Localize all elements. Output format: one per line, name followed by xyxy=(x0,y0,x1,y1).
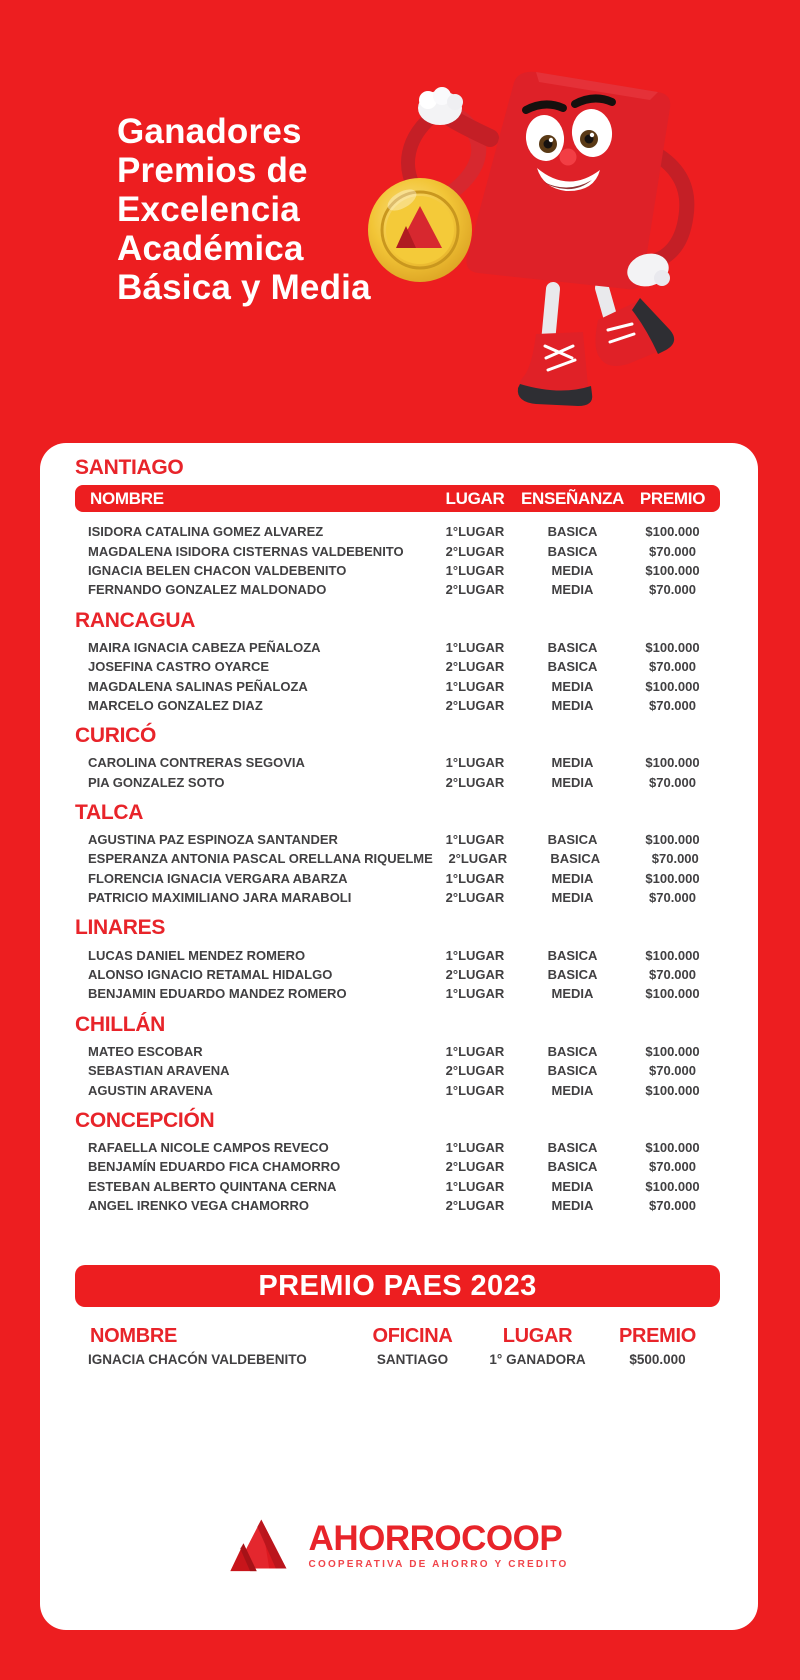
winner-level: BASICA xyxy=(547,1043,598,1059)
brand-name: AHORROCOOP xyxy=(308,1519,563,1559)
brand-wordmark xyxy=(308,1519,569,1571)
winner-name: AGUSTIN ARAVENA xyxy=(88,1082,213,1098)
winner-name: MARCELO GONZALEZ DIAZ xyxy=(88,697,263,713)
winner-prize: $100.000 xyxy=(645,524,700,540)
winner-prize: $100.000 xyxy=(645,1082,700,1098)
winner-place: 2°LUGAR xyxy=(445,582,505,598)
paes-header-row xyxy=(75,1324,720,1348)
winner-place: 2°LUGAR xyxy=(448,851,508,867)
winner-row xyxy=(75,869,720,888)
winner-name: ESTEBAN ALBERTO QUINTANA CERNA xyxy=(88,1178,337,1194)
city-section xyxy=(75,610,720,716)
winner-row xyxy=(75,1138,720,1157)
winner-row xyxy=(75,522,720,541)
paes-winner-row xyxy=(75,1348,720,1370)
winner-place: 1°LUGAR xyxy=(445,524,505,540)
winner-row xyxy=(75,657,720,676)
poster-title xyxy=(117,112,371,307)
winner-row xyxy=(75,888,720,907)
winner-row xyxy=(75,541,720,560)
winner-name: MAGDALENA ISIDORA CISTERNAS VALDEBENITO xyxy=(88,543,404,559)
winner-place: 2°LUGAR xyxy=(445,967,505,983)
winner-level: BASICA xyxy=(547,947,598,963)
winner-prize: $70.000 xyxy=(649,697,696,713)
winner-level: MEDIA xyxy=(551,755,594,771)
winner-prize: $70.000 xyxy=(649,890,696,906)
city-section xyxy=(75,917,720,1003)
mascot-with-medal-illustration xyxy=(340,58,700,418)
winner-prize: $70.000 xyxy=(649,1063,696,1079)
winner-level: MEDIA xyxy=(551,1178,594,1194)
winner-prize: $70.000 xyxy=(649,1159,696,1175)
winner-place: 1°LUGAR xyxy=(445,562,505,578)
winner-place: 2°LUGAR xyxy=(445,890,505,906)
winner-place: 2°LUGAR xyxy=(445,1159,505,1175)
winner-prize: $100.000 xyxy=(645,755,700,771)
winner-prize: $100.000 xyxy=(645,1140,700,1155)
winner-row xyxy=(75,1042,720,1061)
winner-row xyxy=(75,753,720,772)
city-heading: TALCA xyxy=(75,800,144,824)
winners-card xyxy=(40,443,758,1630)
winner-level: MEDIA xyxy=(551,562,594,578)
city-section xyxy=(75,457,720,600)
winner-level: BASICA xyxy=(547,543,598,559)
winner-name: RAFAELLA NICOLE CAMPOS REVECO xyxy=(88,1140,329,1155)
column-header-nombre: NOMBRE xyxy=(90,488,164,508)
winner-prize: $70.000 xyxy=(649,967,696,983)
winner-place: 2°LUGAR xyxy=(445,659,505,675)
paes-winner-prize: $500.000 xyxy=(629,1351,686,1367)
winner-level: BASICA xyxy=(547,967,598,983)
winner-prize: $70.000 xyxy=(649,582,696,598)
winner-name: ISIDORA CATALINA GOMEZ ALVAREZ xyxy=(88,524,324,540)
winner-row xyxy=(75,773,720,792)
winner-prize: $100.000 xyxy=(645,832,700,848)
winner-level: BASICA xyxy=(547,659,598,675)
city-heading: CONCEPCIÓN xyxy=(75,1108,215,1132)
winner-level: MEDIA xyxy=(551,697,594,713)
title-line: Académica xyxy=(117,229,304,268)
mascot-glove-left xyxy=(418,87,463,125)
paes-column-header-nombre: NOMBRE xyxy=(90,1324,178,1347)
winner-prize: $100.000 xyxy=(645,986,700,1002)
winner-row xyxy=(75,849,720,868)
winner-place: 1°LUGAR xyxy=(445,947,505,963)
winner-level: BASICA xyxy=(547,1159,598,1175)
title-line: Ganadores xyxy=(117,112,302,151)
winner-name: SEBASTIAN ARAVENA xyxy=(88,1063,230,1079)
winner-prize: $100.000 xyxy=(645,1043,700,1059)
winner-place: 1°LUGAR xyxy=(445,678,505,694)
paes-section xyxy=(75,1265,720,1370)
winner-place: 2°LUGAR xyxy=(445,543,505,559)
winner-place: 1°LUGAR xyxy=(445,639,505,655)
winner-level: BASICA xyxy=(547,832,598,848)
paes-column-header-premio: PREMIO xyxy=(618,1324,697,1347)
paes-winner-office: SANTIAGO xyxy=(376,1351,449,1367)
winner-place: 1°LUGAR xyxy=(445,870,505,886)
city-heading: RANCAGUA xyxy=(75,608,196,632)
winner-name: PATRICIO MAXIMILIANO JARA MARABOLI xyxy=(88,890,352,906)
winner-name: JOSEFINA CASTRO OYARCE xyxy=(88,659,270,675)
winner-name: BENJAMIN EDUARDO MANDEZ ROMERO xyxy=(88,986,347,1002)
winner-name: LUCAS DANIEL MENDEZ ROMERO xyxy=(88,947,306,963)
paes-banner: PREMIO PAES 2023 xyxy=(75,1265,720,1307)
winner-name: MAIRA IGNACIA CABEZA PEÑALOZA xyxy=(88,639,321,655)
winner-place: 1°LUGAR xyxy=(445,986,505,1002)
winner-row xyxy=(75,984,720,1003)
winner-place: 2°LUGAR xyxy=(445,774,505,790)
city-heading: LINARES xyxy=(75,916,166,940)
winner-prize: $100.000 xyxy=(645,870,700,886)
winner-place: 1°LUGAR xyxy=(445,1043,505,1059)
city-section xyxy=(75,802,720,908)
winner-name: BENJAMÍN EDUARDO FICA CHAMORRO xyxy=(88,1159,341,1175)
winner-prize: $70.000 xyxy=(649,1198,696,1214)
mascot-leg xyxy=(602,288,610,316)
winner-row xyxy=(75,676,720,695)
brand-logo xyxy=(75,1510,720,1582)
ahorrocoop-triangle-logo-icon xyxy=(227,1510,293,1582)
title-line: Premios de xyxy=(117,151,308,190)
paes-winner-place: 1° GANADORA xyxy=(489,1351,586,1367)
brand-tagline: COOPERATIVA DE AHORRO Y CREDITO xyxy=(308,1559,569,1571)
winner-place: 2°LUGAR xyxy=(445,1198,505,1214)
winner-row xyxy=(75,1157,720,1176)
gold-medal-icon xyxy=(368,178,472,282)
winner-place: 1°LUGAR xyxy=(445,1140,505,1155)
winner-prize: $100.000 xyxy=(645,678,700,694)
city-heading: CHILLÁN xyxy=(75,1012,166,1036)
winner-prize: $70.000 xyxy=(649,659,696,675)
winner-name: FERNANDO GONZALEZ MALDONADO xyxy=(88,582,327,598)
winner-level: MEDIA xyxy=(551,678,594,694)
city-heading: CURICÓ xyxy=(75,724,157,748)
winner-level: MEDIA xyxy=(551,1198,594,1214)
winner-prize: $100.000 xyxy=(645,947,700,963)
winner-level: BASICA xyxy=(547,1140,598,1155)
winner-prize: $100.000 xyxy=(645,639,700,655)
winner-name: PIA GONZALEZ SOTO xyxy=(88,774,225,790)
winner-name: IGNACIA BELEN CHACON VALDEBENITO xyxy=(88,562,347,578)
column-header-enseñanza: ENSEÑANZA xyxy=(520,488,625,508)
paes-winner-name: IGNACIA CHACÓN VALDEBENITO xyxy=(88,1351,307,1367)
winner-row xyxy=(75,965,720,984)
column-header-lugar: LUGAR xyxy=(445,488,505,508)
winner-row xyxy=(75,638,720,657)
winner-name: FLORENCIA IGNACIA VERGARA ABARZA xyxy=(88,870,348,886)
winner-place: 1°LUGAR xyxy=(445,832,505,848)
winner-name: ALONSO IGNACIO RETAMAL HIDALGO xyxy=(88,967,333,983)
title-line: Excelencia xyxy=(117,190,300,229)
winner-name: CAROLINA CONTRERAS SEGOVIA xyxy=(88,755,305,771)
winner-row xyxy=(75,1061,720,1080)
city-section xyxy=(75,1014,720,1100)
table-header-bar xyxy=(75,485,720,512)
winner-name: ANGEL IRENKO VEGA CHAMORRO xyxy=(88,1198,310,1214)
winner-row xyxy=(75,696,720,715)
city-section xyxy=(75,725,720,792)
winner-row xyxy=(75,945,720,964)
winner-row xyxy=(75,561,720,580)
winner-prize: $70.000 xyxy=(651,851,699,867)
winner-row xyxy=(75,1080,720,1099)
winner-prize: $70.000 xyxy=(649,543,696,559)
winner-place: 2°LUGAR xyxy=(445,1063,505,1079)
column-header-premio: PREMIO xyxy=(639,488,706,508)
winner-level: MEDIA xyxy=(551,986,594,1002)
winner-place: 2°LUGAR xyxy=(445,697,505,713)
winner-row xyxy=(75,1177,720,1196)
winner-place: 1°LUGAR xyxy=(445,1082,505,1098)
winner-level: MEDIA xyxy=(551,890,594,906)
title-line: Básica y Media xyxy=(117,268,371,307)
city-section xyxy=(75,1110,720,1216)
winner-level: BASICA xyxy=(550,851,601,867)
paes-column-header-oficina: OFICINA xyxy=(372,1324,453,1347)
winner-row xyxy=(75,1196,720,1215)
mascot-boot-left xyxy=(518,332,592,406)
winner-row xyxy=(75,830,720,849)
winner-prize: $70.000 xyxy=(649,774,696,790)
winner-prize: $100.000 xyxy=(645,562,700,578)
winner-level: BASICA xyxy=(547,639,598,655)
winner-level: MEDIA xyxy=(551,582,594,598)
winner-level: MEDIA xyxy=(551,870,594,886)
winner-level: MEDIA xyxy=(551,1082,594,1098)
paes-column-header-lugar: LUGAR xyxy=(502,1324,573,1347)
winner-name: AGUSTINA PAZ ESPINOZA SANTANDER xyxy=(88,832,338,848)
city-heading: SANTIAGO xyxy=(75,456,184,479)
winner-row xyxy=(75,580,720,599)
winner-level: BASICA xyxy=(547,524,598,540)
winner-place: 1°LUGAR xyxy=(445,755,505,771)
winner-prize: $100.000 xyxy=(645,1178,700,1194)
winner-name: MAGDALENA SALINAS PEÑALOZA xyxy=(88,678,308,694)
city-winner-tables xyxy=(75,457,720,1215)
winner-level: BASICA xyxy=(547,1063,598,1079)
winner-name: ESPERANZA ANTONIA PASCAL ORELLANA RIQUELME xyxy=(88,851,433,867)
winner-level: MEDIA xyxy=(551,774,594,790)
winner-name: MATEO ESCOBAR xyxy=(88,1043,203,1059)
winner-place: 1°LUGAR xyxy=(445,1178,505,1194)
